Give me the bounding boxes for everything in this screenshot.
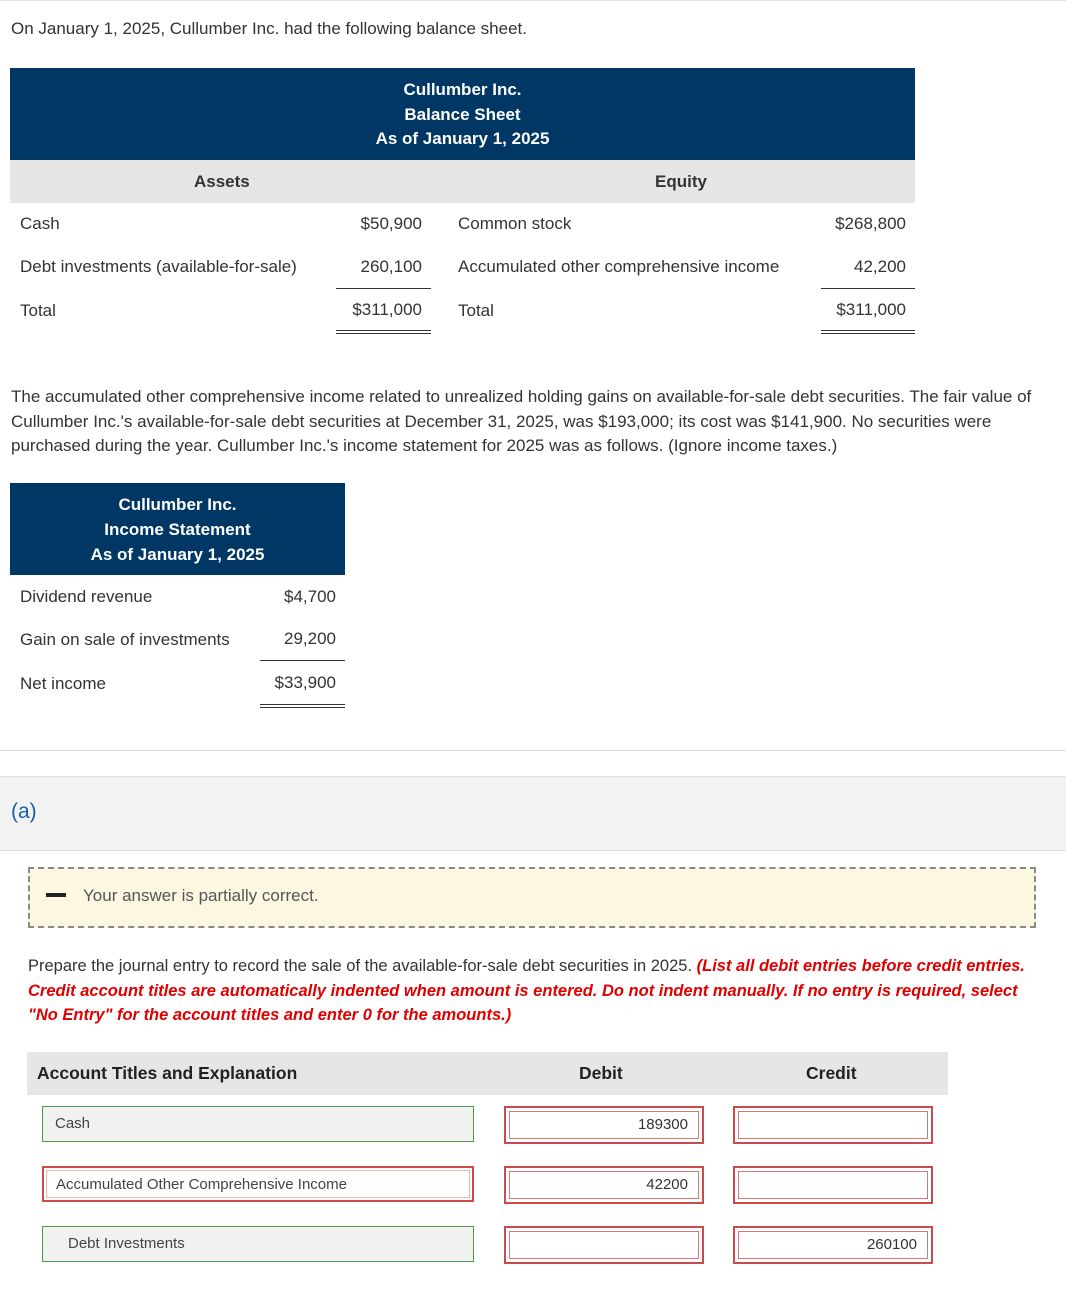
equity-value-aoci: 42,200 xyxy=(854,257,906,276)
debit-input-row-2[interactable] xyxy=(504,1166,704,1204)
equity-value-total: $311,000 xyxy=(836,300,906,319)
asset-total-double-line xyxy=(336,330,431,334)
instructions-red: (List all debit entries before credit entries. Credit account titles are automatically indented when amount is entered. Do not indent manually. If no entry is required, select "No Entry" for the account titles and enter 0 for the amounts.) xyxy=(28,957,1025,1024)
col-credit: Credit xyxy=(806,1063,857,1083)
instructions xyxy=(28,954,1048,1028)
assets-header: Assets xyxy=(194,172,250,191)
debit-value-row-2: 42200 xyxy=(646,1176,688,1193)
credit-input-row-1[interactable] xyxy=(733,1106,933,1144)
asset-label-cash: Cash xyxy=(20,214,60,233)
bs-company: Cullumber Inc. xyxy=(403,80,522,99)
is-title: Income Statement xyxy=(104,520,251,539)
equity-label-total: Total xyxy=(458,301,494,320)
is-subtotal-line xyxy=(260,660,345,661)
equity-subtotal-line xyxy=(821,288,915,289)
account-input-row-3[interactable]: Debt Investments xyxy=(42,1226,474,1262)
section-divider xyxy=(0,750,1066,751)
equity-value-common-stock: $268,800 xyxy=(835,214,906,233)
intro-text: On January 1, 2025, Cullumber Inc. had the following balance sheet. xyxy=(11,19,527,38)
debit-input-row-1[interactable] xyxy=(504,1106,704,1144)
is-date: As of January 1, 2025 xyxy=(90,545,265,564)
bs-date: As of January 1, 2025 xyxy=(375,129,550,148)
income-statement-header xyxy=(10,483,345,575)
is-value-net-income: $33,900 xyxy=(274,673,336,692)
credit-input-row-2[interactable] xyxy=(733,1166,933,1204)
problem-paragraph: The accumulated other comprehensive income related to unrealized holding gains on available-for-sale debt securities. The fair value of Cullumber Inc.'s available-for-sale debt securities at December 31, 2025, was $193,000; its cost was $141,900. No securities were purchased during the year. Cullumber Inc.'s income statement for 2025 was as follows. (Ignore income taxes.) xyxy=(11,387,1032,455)
feedback-text: Your answer is partially correct. xyxy=(83,886,319,905)
debit-value-row-1: 189300 xyxy=(637,1116,688,1133)
partial-correct-icon xyxy=(46,893,66,897)
part-a-label: (a) xyxy=(11,800,37,823)
credit-input-row-3[interactable] xyxy=(733,1226,933,1264)
journal-header xyxy=(27,1052,948,1095)
balance-sheet-column-headers xyxy=(10,160,915,203)
is-company: Cullumber Inc. xyxy=(118,495,237,514)
is-total-double-line xyxy=(260,704,345,708)
asset-subtotal-line xyxy=(336,288,431,289)
credit-value-row-3: 260100 xyxy=(866,1236,917,1253)
asset-label-debt-investments: Debt investments (available-for-sale) xyxy=(20,257,297,276)
is-label-dividend-revenue: Dividend revenue xyxy=(20,587,153,606)
equity-label-aoci: Accumulated other comprehensive income xyxy=(458,257,780,276)
equity-label-common-stock: Common stock xyxy=(458,214,572,233)
equity-header: Equity xyxy=(655,172,707,191)
top-divider xyxy=(0,0,1066,1)
is-value-dividend-revenue: $4,700 xyxy=(284,587,336,606)
col-debit: Debit xyxy=(579,1063,623,1083)
account-input-row-1[interactable]: Cash xyxy=(42,1106,474,1142)
asset-value-total: $311,000 xyxy=(352,300,422,319)
balance-sheet-header xyxy=(10,68,915,160)
asset-value-cash: $50,900 xyxy=(360,214,422,233)
equity-total-double-line xyxy=(821,330,915,334)
instructions-plain: Prepare the journal entry to record the sale of the available-for-sale debt securities in 2025. xyxy=(28,957,697,975)
part-a-bar xyxy=(0,776,1066,851)
asset-value-debt-investments: 260,100 xyxy=(360,257,422,276)
bs-title: Balance Sheet xyxy=(404,104,521,124)
asset-label-total: Total xyxy=(20,301,56,320)
is-value-gain-on-sale: 29,200 xyxy=(284,629,336,648)
is-label-net-income: Net income xyxy=(20,674,106,693)
debit-input-row-3[interactable] xyxy=(504,1226,704,1264)
account-input-row-2[interactable]: Accumulated Other Comprehensive Income xyxy=(42,1166,474,1202)
col-account-titles: Account Titles and Explanation xyxy=(37,1063,298,1083)
is-label-gain-on-sale: Gain on sale of investments xyxy=(20,630,230,649)
